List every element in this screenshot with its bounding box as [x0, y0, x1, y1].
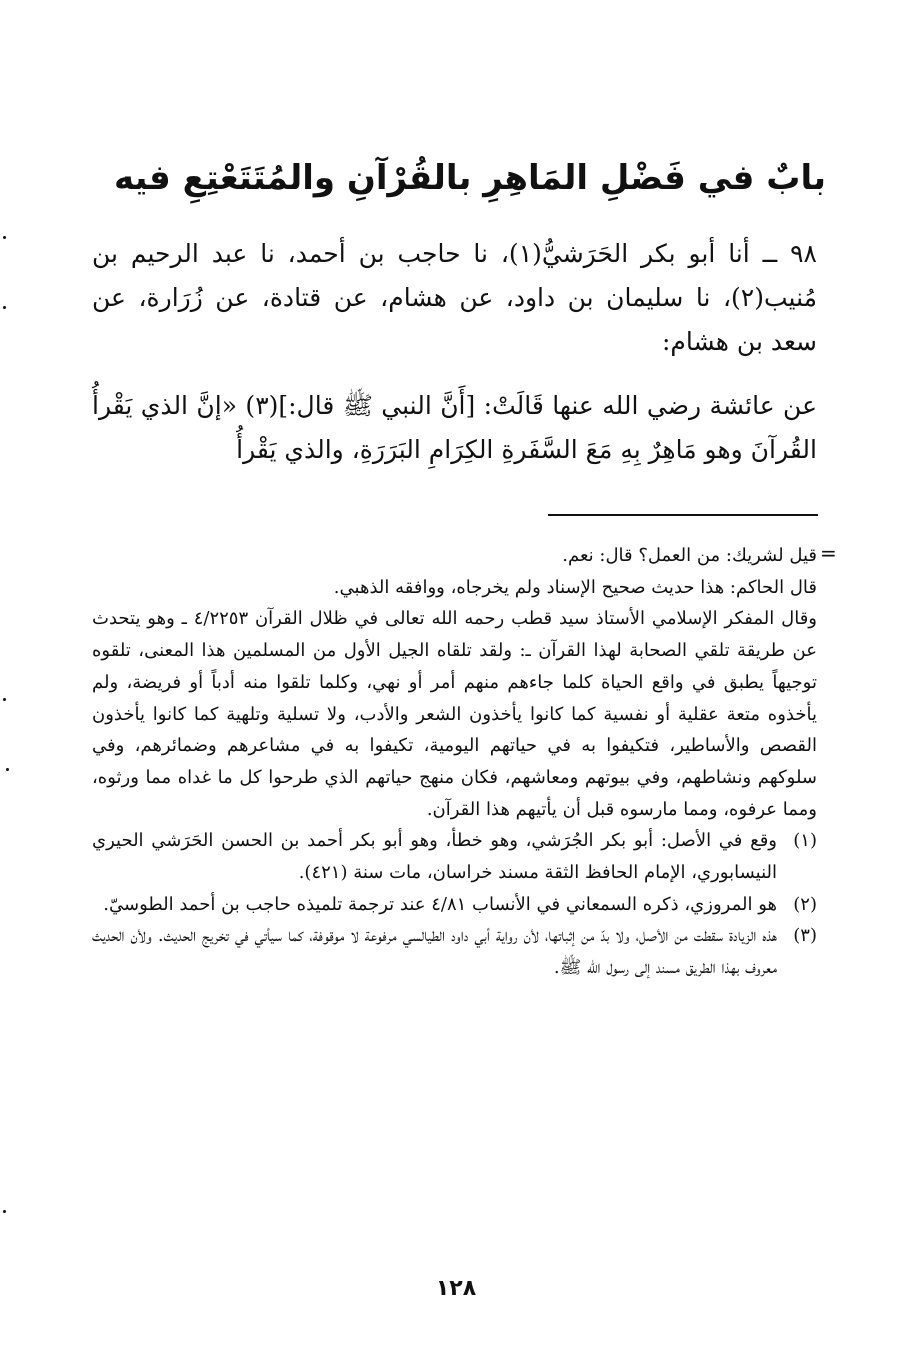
scan-speck — [3, 1210, 6, 1213]
footnote-number: (٣) — [793, 925, 817, 947]
footnote-text: هذه الزيادة سقطت من الأصل، ولا بدّ من إثباتها، لأن رواية أبي داود الطيالسي مرفوعة لا موقوفة، كما سيأتي في تخريج الحديث. ولأن الحديث معروف بهذا الطريق مسند إلى رسول الله ﷺ. — [92, 925, 777, 979]
footnote-number: (٢) — [793, 893, 817, 915]
footnote-2 — [92, 889, 817, 921]
scan-speck — [3, 698, 6, 701]
scan-speck — [6, 768, 9, 771]
footnotes-section — [92, 540, 817, 984]
footnote-separator — [548, 514, 818, 516]
footnote-3 — [92, 920, 817, 983]
main-text — [92, 232, 817, 472]
continuation-marker: = — [820, 541, 837, 565]
footnote-continuation: قيل لشريك: من العمل؟ قال: نعم. قال الحاكم: هذا حديث صحيح الإسناد ولم يخرجاه، ووافقه الذهبي. وقال المفكر الإسلامي الأستاذ سيد قطب رحمه الله تعالى في ظلال القرآن ٤/٢٢٥٣ ـ وهو يتحدث عن طريقة تلقي الصحابة لهذا القرآن ـ: ولقد تلقاه الجيل الأول من المسلمين هذا المعنى، تلقوه توجيهاً يطبق في واقع الحياة كلما جاءهم منهم أمر أو نهي، وكلما تلقوا منه أدباً أو فريضة، ولم يأخذوه متعة عقلية أو نفسية كما كانوا يأخذون الشعر والأدب، ولا تسلية وتلهية كما كانوا يأخذون القصص والأساطير، فتكيفوا به في حياتهم اليومية، تكيفوا به في مشاعرهم وضمائرهم، وفي سلوكهم ونشاطهم، وفي بيوتهم ومعاشهم، فكان منهج حياتهم الذي طرحوا كل ما غداه مما ورثوه، ومما عرفوه، ومما مارسوه قبل أن يأتيهم هذا القرآن. — [92, 545, 817, 820]
scan-speck — [3, 306, 6, 309]
footnote-text: وقع في الأصل: أبو بكر الجُرَشي، وهو خطأ، وهو أبو بكر أحمد بن الحسن الحَرَشي الحيري النيسابوري، الإمام الحافظ الثقة مسند خراسان، مات سنة (٤٢١). — [92, 830, 777, 884]
hadith-isnad: ٩٨ ــ أنا أبو بكر الحَرَشيُّ(١)، نا حاجب بن أحمد، نا عبد الرحيم بن مُنيب(٢)، نا سليمان بن داود، عن هشام، عن قتادة، عن زُرَارة، عن سعد بن هشام: — [92, 239, 817, 356]
footnote-text: هو المروزي، ذكره السمعاني في الأنساب ٤/٨١ عند ترجمة تلميذه حاجب بن أحمد الطوسيّ. — [103, 893, 777, 915]
hadith-matn: عن عائشة رضي الله عنها قَالَتْ: [أَنَّ النبي ﷺ قال:](٣) «إنَّ الذي يَقْرأُ القُرآنَ وهو مَاهِرٌ بِهِ مَعَ السَّفَرةِ الكِرَامِ البَرَرَةِ، والذي يَقْرأُ — [92, 391, 817, 464]
scan-speck — [3, 236, 6, 239]
chapter-title: بابٌ في فَضْلِ المَاهِرِ بالقُرْآنِ والمُتَتَعْتِعِ فيه — [114, 158, 826, 198]
footnote-1 — [92, 825, 817, 888]
page-number: ١٢٨ — [435, 1276, 477, 1301]
footnote-number: (١) — [793, 830, 817, 852]
